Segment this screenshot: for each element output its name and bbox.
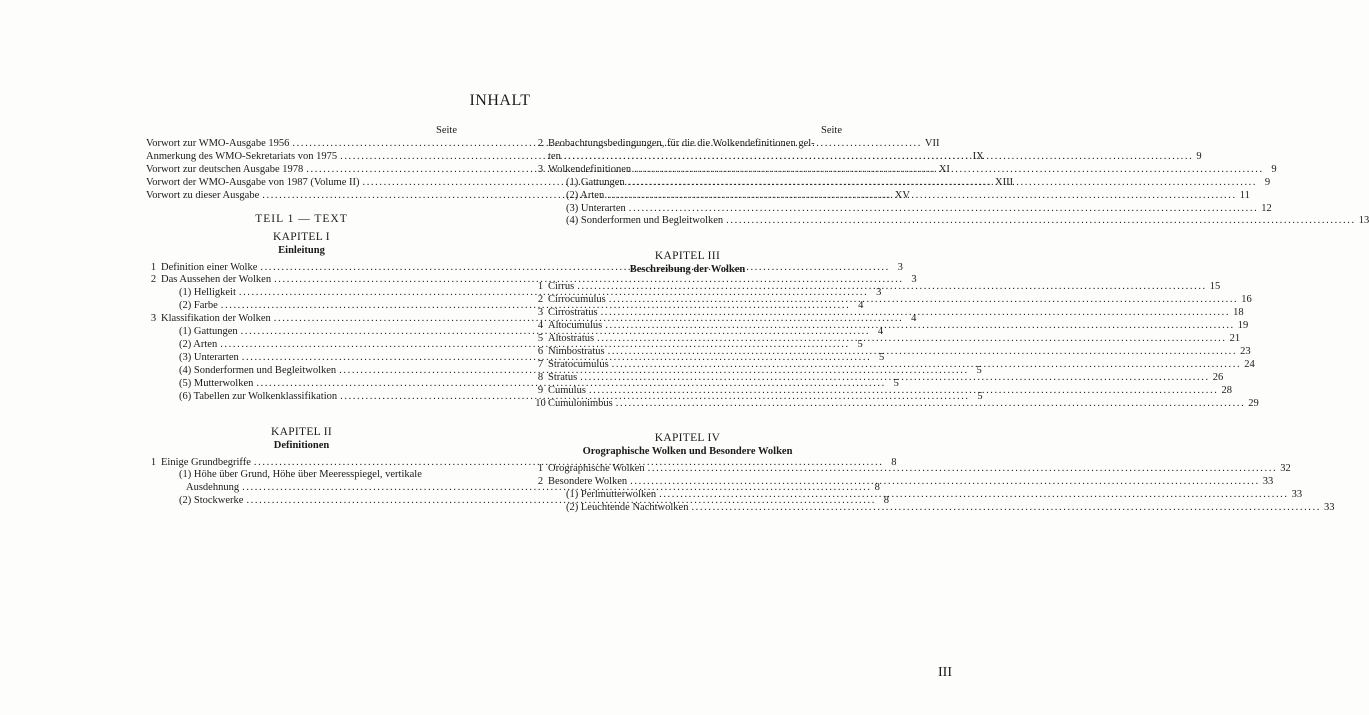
- entry-text: (1) Helligkeit: [179, 287, 236, 299]
- entry-number: 1: [150, 456, 157, 468]
- teil-heading: TEIL 1 — TEXT: [255, 212, 348, 225]
- leader-dots: [580, 372, 1210, 385]
- entry-page: 32: [1280, 463, 1291, 475]
- entry-text: Besondere Wolken: [548, 476, 628, 488]
- chapter-2-label: KAPITEL II: [270, 425, 333, 438]
- entry-page: 5: [976, 364, 982, 376]
- entry-text: Vorwort zur WMO-Ausgabe 1956: [146, 138, 290, 149]
- toc-entry[interactable]: [533, 397, 1259, 411]
- entry-page: 4: [858, 300, 864, 312]
- chapter-1-title: Einleitung: [278, 244, 325, 256]
- entry-page: 33: [1323, 502, 1335, 514]
- entry-number: 2: [150, 274, 157, 286]
- entry-page: 24: [1244, 358, 1255, 370]
- leader-dots: [564, 151, 1194, 164]
- entry-number: 1: [150, 261, 157, 273]
- entry-text: Anmerkung des WMO-Sekretariats von 1975: [146, 150, 338, 162]
- leader-dots: [577, 281, 1207, 294]
- entry-text: (5) Mutterwolken: [179, 377, 254, 389]
- leader-dots: [629, 203, 1259, 216]
- entry-number: 2: [537, 138, 544, 149]
- entry-page: 4: [877, 326, 884, 338]
- entry-page: 5: [879, 351, 885, 363]
- leader-dots: [597, 333, 1227, 346]
- entry-text: Cumulonimbus: [548, 397, 613, 409]
- entry-page: 18: [1233, 307, 1244, 319]
- entry-text: (2) Arten: [179, 338, 218, 350]
- entry-text: (1) Höhe über Grund, Höhe über Meeresspiegel, vertikale: [179, 469, 422, 481]
- leader-dots: [589, 385, 1219, 398]
- entry-page: 12: [1261, 202, 1272, 214]
- entry-text: Altostratus: [548, 332, 595, 344]
- entry-text: (3) Unterarten: [179, 351, 239, 363]
- chapter-4-list: [533, 463, 1335, 515]
- page-title: INHALT: [469, 92, 531, 109]
- toc-entry[interactable]: [533, 202, 1272, 216]
- entry-number: 2: [537, 476, 544, 488]
- leader-dots: [630, 476, 1260, 489]
- leader-dots: [659, 489, 1289, 502]
- entry-text: (2) Stockwerke: [179, 495, 244, 507]
- toc-entry[interactable]: [533, 345, 1251, 359]
- seite-label: Seite: [821, 125, 842, 136]
- entry-text: Vorwort der WMO-Ausgabe von 1987 (Volume II): [146, 176, 360, 188]
- entry-text: Cirrostratus: [548, 307, 598, 319]
- entry-number: 3: [537, 163, 544, 175]
- entry-number: 10: [535, 397, 546, 409]
- entry-page: 3: [897, 261, 903, 273]
- entry-text: Das Aussehen der Wolken: [161, 274, 272, 286]
- toc-entry[interactable]: [533, 371, 1224, 385]
- leader-dots: [612, 359, 1242, 372]
- entry-page: 5: [857, 338, 863, 350]
- toc-entry[interactable]: [533, 476, 1274, 489]
- leader-dots: [691, 502, 1321, 515]
- entry-number: 6: [537, 345, 544, 357]
- entry-text: (4) Sonderformen und Begleitwolken: [566, 215, 724, 227]
- entry-page: 8: [874, 482, 880, 494]
- entry-text: Vorwort zu dieser Ausgabe: [146, 189, 260, 201]
- chapter-3-list: [533, 281, 1259, 410]
- entry-page: IX: [972, 150, 984, 162]
- entry-page: 3: [876, 287, 882, 299]
- entry-page: 21: [1229, 332, 1241, 344]
- toc-entry[interactable]: [533, 489, 1303, 502]
- entry-text: Altocumulus: [548, 320, 603, 332]
- entry-number: 1: [537, 281, 544, 293]
- entry-text: (1) Gattungen: [179, 326, 238, 338]
- entry-page: 5: [977, 390, 983, 402]
- entry-text: (3) Unterarten: [566, 202, 626, 214]
- entry-number: 3: [150, 313, 157, 325]
- entry-page: 13: [1358, 215, 1369, 227]
- entry-page: 33: [1262, 476, 1274, 488]
- entry-text-continued: Ausdehnung: [186, 482, 240, 494]
- entry-number: 3: [537, 307, 544, 319]
- entry-text: Stratocumulus: [548, 358, 609, 370]
- leader-dots: [608, 346, 1238, 359]
- entry-text: Stratus: [548, 371, 578, 383]
- page-number: III: [938, 665, 952, 680]
- entry-page: 5: [893, 377, 899, 389]
- toc-entry[interactable]: [533, 281, 1221, 294]
- entry-text: (2) Arten: [566, 189, 605, 201]
- toc-entry[interactable]: [533, 358, 1255, 372]
- entry-page: 4: [911, 313, 917, 325]
- chapter-3-label: KAPITEL III: [654, 250, 721, 263]
- leader-dots: [607, 190, 1237, 203]
- toc-entry[interactable]: [533, 463, 1291, 476]
- entry-page: 26: [1212, 371, 1224, 383]
- entry-text: (6) Tabellen zur Wolkenklassifikation: [179, 390, 338, 402]
- seite-label: Seite: [436, 125, 457, 136]
- entry-text: (1) Gattungen: [566, 176, 625, 188]
- entry-text: (4) Sonderformen und Begleitwolken: [179, 364, 337, 376]
- toc-entry[interactable]: [533, 307, 1244, 320]
- entry-page: 9: [1264, 176, 1271, 188]
- entry-page: XV: [894, 189, 910, 201]
- leader-dots: [628, 177, 1258, 190]
- entry-page: 16: [1241, 294, 1252, 306]
- toc-entry[interactable]: [533, 332, 1241, 346]
- entry-page: 28: [1221, 384, 1232, 396]
- leader-dots: [726, 215, 1356, 228]
- entry-page: 11: [1239, 189, 1250, 201]
- chapter-4-label: KAPITEL IV: [654, 432, 721, 445]
- entry-page: 23: [1240, 345, 1251, 357]
- toc-entry[interactable]: [533, 215, 1369, 228]
- toc-entry[interactable]: [533, 320, 1249, 333]
- entry-number: 2: [537, 294, 544, 306]
- toc-entry[interactable]: [533, 502, 1335, 515]
- entry-page: 9: [1271, 163, 1277, 175]
- entry-text: (2) Leuchtende Nachtwolken: [566, 502, 689, 514]
- entry-text: Wolkendefinitionen: [548, 163, 632, 175]
- entry-text: Definition einer Wolke: [161, 261, 258, 273]
- entry-page: 19: [1237, 320, 1249, 332]
- entry-text: Cirrus: [548, 281, 575, 293]
- entry-page: 9: [1196, 150, 1202, 162]
- entry-page: 15: [1209, 281, 1221, 293]
- entry-text: (2) Farbe: [179, 300, 218, 312]
- entry-page: XIII: [995, 176, 1014, 188]
- entry-page: 8: [883, 495, 889, 507]
- entry-number: 9: [537, 384, 544, 396]
- leader-dots: [609, 294, 1239, 307]
- entry-page: 8: [891, 456, 897, 468]
- entry-text: Orographische Wolken: [548, 463, 645, 475]
- entry-text: Beobachtungsbedingungen, für die die Wolkendefinitionen gel-: [548, 138, 815, 149]
- leader-dots: [648, 463, 1278, 476]
- entry-text: Klassifikation der Wolken: [161, 313, 271, 325]
- entry-text: (1) Perlmutterwolken: [566, 489, 657, 501]
- entry-page: XI: [938, 163, 950, 175]
- toc-entry[interactable]: [533, 294, 1252, 307]
- entry-text: Nimbostratus: [548, 345, 605, 357]
- leader-dots: [601, 307, 1231, 320]
- entry-text: Einige Grundbegriffe: [161, 456, 251, 468]
- entry-number: 1: [537, 463, 544, 475]
- entry-number: 4: [537, 320, 544, 332]
- entry-number: 8: [537, 371, 544, 383]
- chapter-3-title: Beschreibung der Wolken: [629, 264, 746, 276]
- toc-entry[interactable]: [533, 384, 1232, 398]
- entry-page: 3: [911, 274, 917, 286]
- leader-dots: [634, 164, 1264, 177]
- entry-page: VII: [924, 138, 940, 149]
- entry-page: 33: [1291, 489, 1303, 501]
- entry-number: 5: [537, 332, 544, 344]
- chapter-4-title: Orographische Wolken und Besondere Wolken: [582, 446, 793, 458]
- entry-text: Vorwort zur deutschen Ausgabe 1978: [146, 163, 304, 175]
- entry-text: Cumulus: [548, 384, 586, 396]
- leader-dots: [616, 398, 1246, 411]
- entry-text: Cirrocumulus: [548, 294, 606, 306]
- chapter-1-label: KAPITEL I: [273, 230, 330, 243]
- entry-number: 7: [537, 358, 544, 370]
- entry-page: 29: [1248, 397, 1259, 409]
- entry-text-continued: ten: [548, 150, 561, 162]
- chapter-2-title: Definitionen: [273, 439, 330, 451]
- leader-dots: [605, 320, 1235, 333]
